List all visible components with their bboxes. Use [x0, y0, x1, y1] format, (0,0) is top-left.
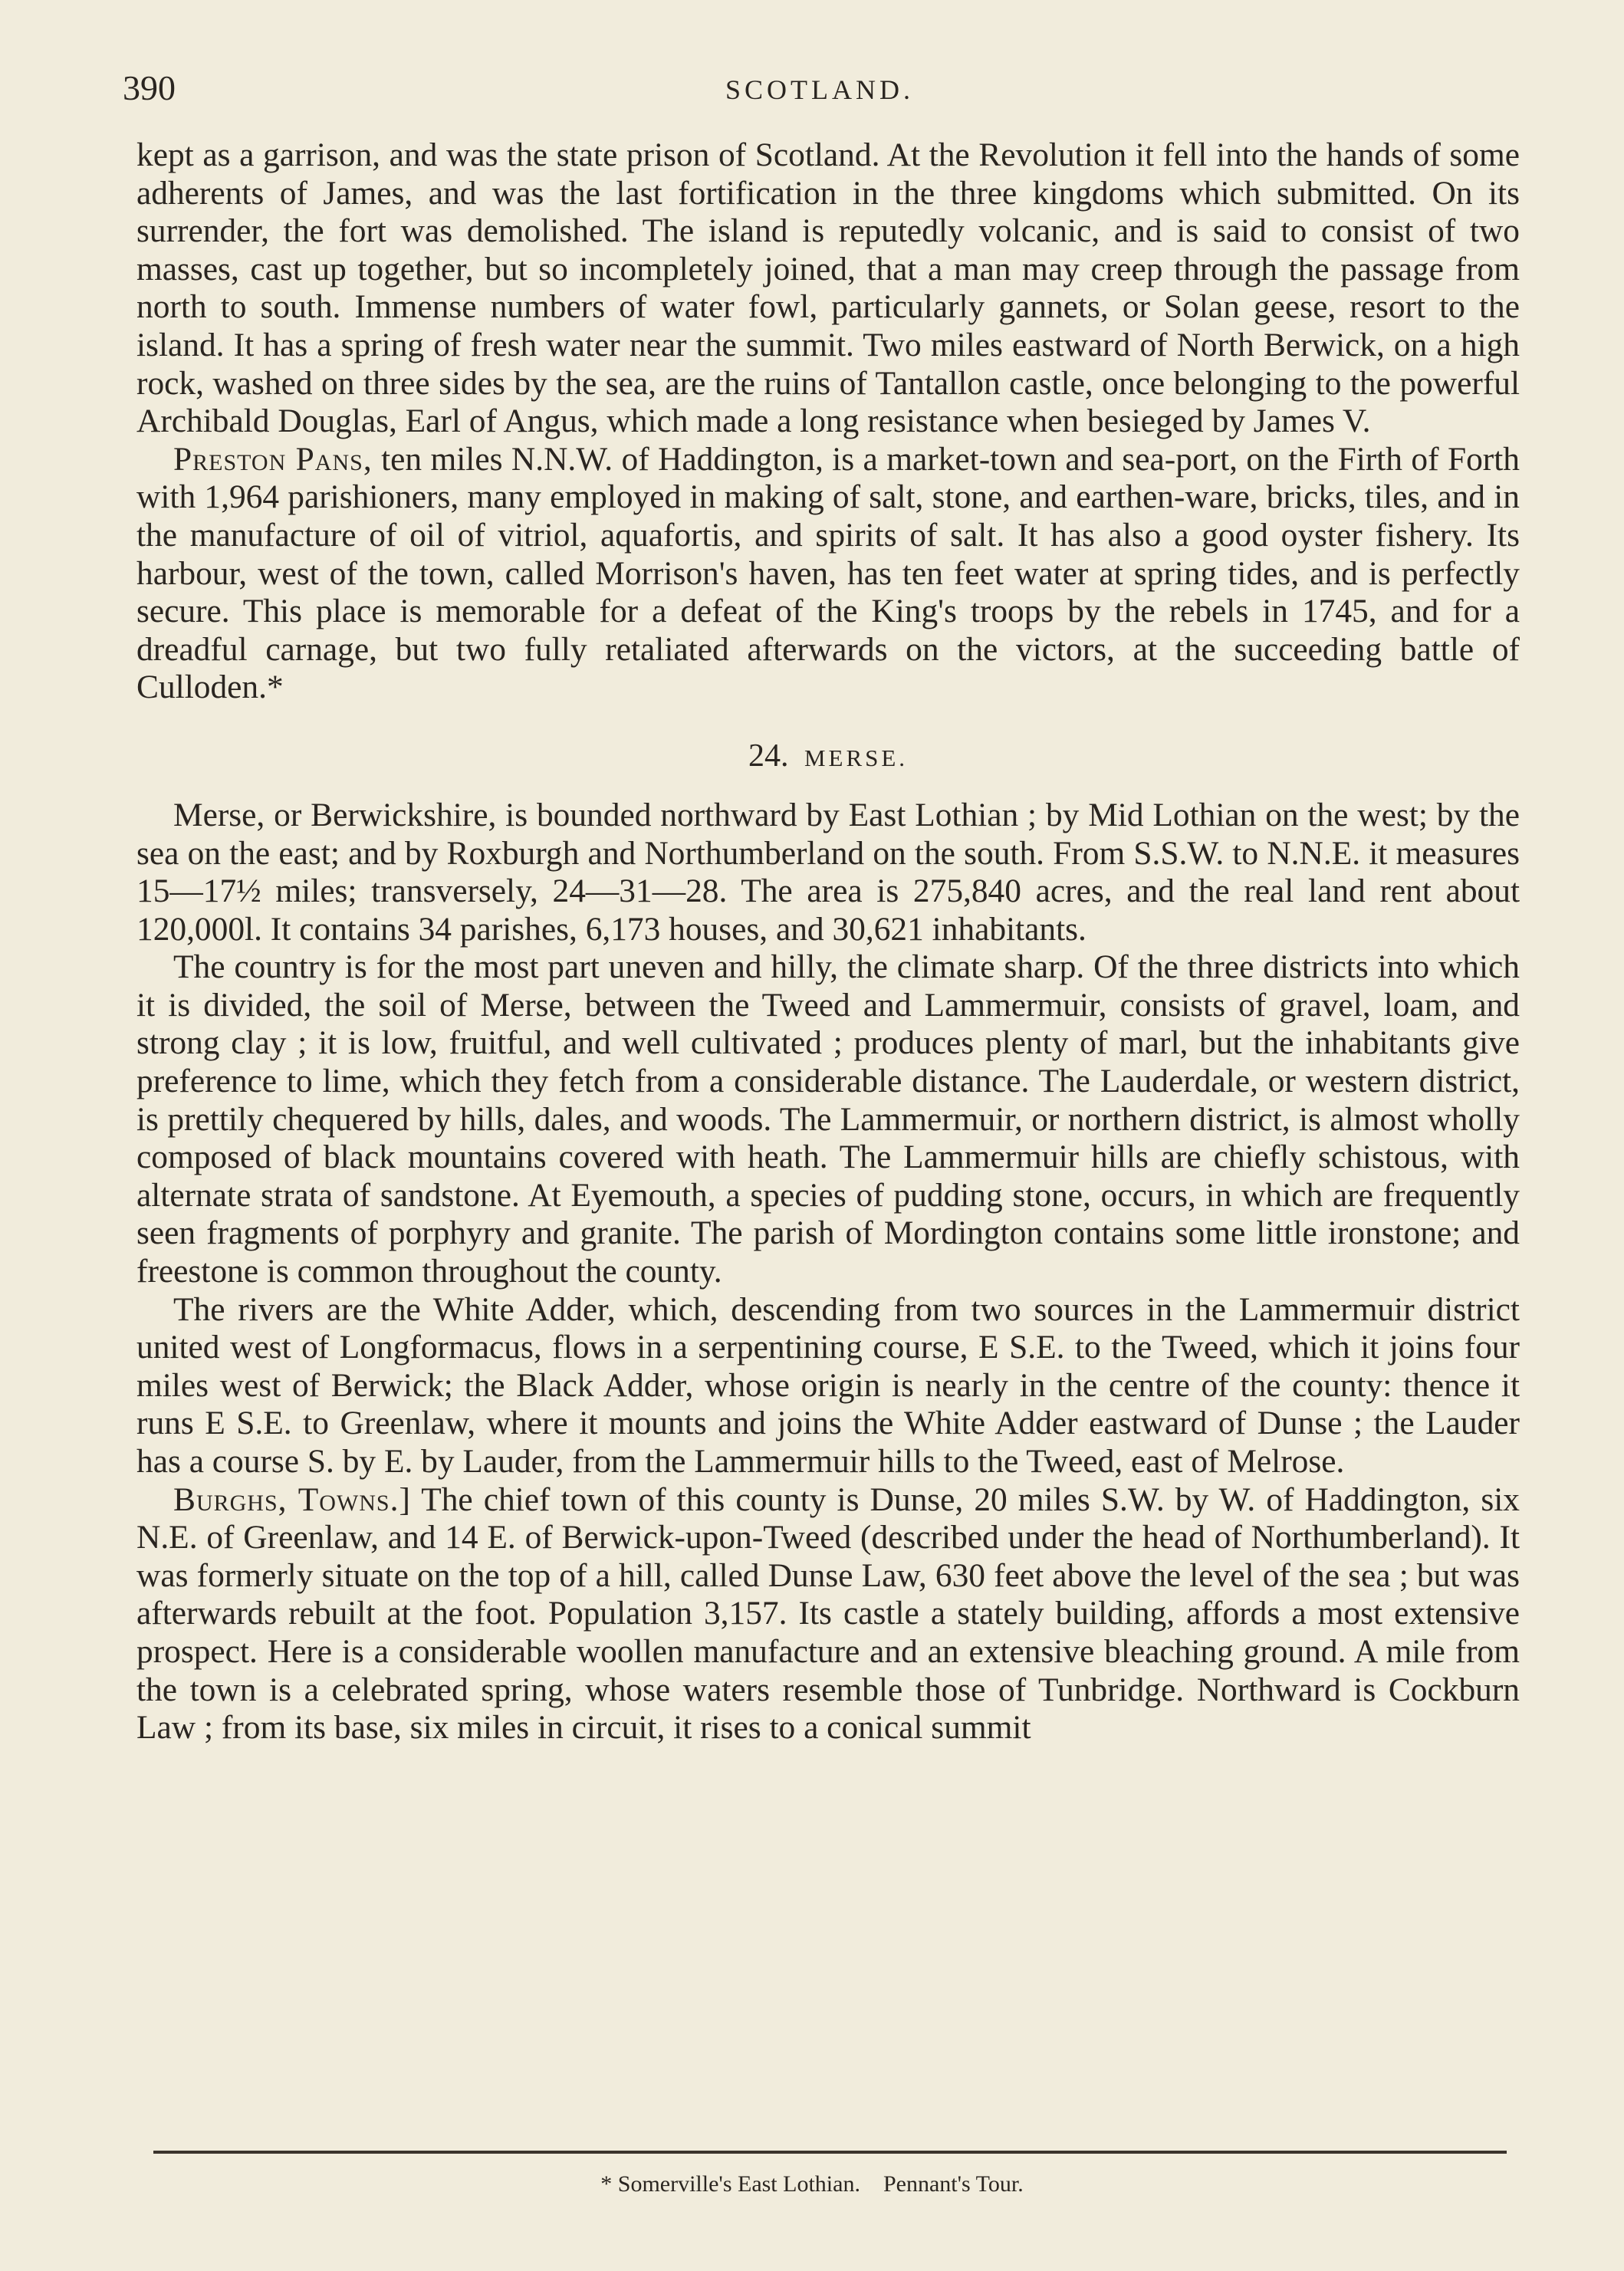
section-number: 24.	[748, 738, 789, 774]
paragraph-burghs-towns	[136, 1481, 1520, 1747]
footnote-rule	[153, 2151, 1507, 2154]
paragraph-preston-pans	[136, 441, 1520, 707]
subheading-burghs-towns: Burghs, Towns.]	[173, 1481, 411, 1518]
paragraph-preston-pans-text: ten miles N.N.W. of Haddington, is a market-town and sea-port, on the Firth of Forth with 1,964 parishioners, many employed in making of salt, stone, and earthen-ware, bricks, tiles, and in the manufacture of oil of vitriol, aquafortis, and spirits of salt. It has also a good oyster fishery. Its harbour, west of the town, called Morrison's haven, has ten feet water at spring tides, and is perfectly secure. This place is memorable for a defeat of the King's troops by the rebels in 1745, and for a dreadful carnage, but two fully retaliated afterwards on the victors, at the succeeding battle of Culloden.*	[136, 440, 1520, 706]
page-header	[0, 67, 1624, 121]
page-number: 390	[123, 68, 176, 107]
paragraph-merse-rivers: The rivers are the White Adder, which, descending from two sources in the Lammermuir district united west of Longformacus, flows in a serpentining course, E S.E. to the Tweed, which it joins four miles west of Berwick; the Black Adder, whose origin is nearly in the centre of the county: thence it runs E S.E. to Greenlaw, where it mounts and joins the White Adder eastward of Dunse ; the Lauder has a course S. by E. by Lauder, from the Lammermuir hills to the Tweed, east of Melrose.	[136, 1290, 1520, 1480]
paragraph-bass-rock: kept as a garrison, and was the state prison of Scotland. At the Revolution it fell into the hands of some adherents of James, and was the last fortification in the three kingdoms which submitted. On its surrender, the fort was demolished. The island is reputedly volcanic, and is said to consist of two masses, cast up together, but so incompletely joined, that a man may creep through the passage from north to south. Immense numbers of water fowl, particularly gannets, or Solan geese, resort to the island. It has a spring of fresh water near the summit. Two miles eastward of North Berwick, on a high rock, washed on three sides by the sea, are the ruins of Tantallon castle, once belonging to the powerful Archibald Douglas, Earl of Angus, which made a long resistance when besieged by James V.	[136, 136, 1520, 440]
footnote	[0, 2171, 1624, 2197]
place-name-preston-pans: Preston Pans,	[173, 440, 373, 478]
footnote-marker: *	[600, 2171, 613, 2197]
paragraph-burghs-towns-text: The chief town of this county is Dunse, 20 miles S.W. by W. of Haddington, six N.E. of Greenlaw, and 14 E. of Berwick-upon-Tweed (described under the head of Northumberland). It was formerly situate on the top of a hill, called Dunse Law, 630 feet above the level of the sea ; but was afterwards rebuilt at the foot. Population 3,157. Its castle a stately building, affords a most extensive prospect. Here is a considerable woollen manufacture and an extensive bleaching ground. A mile from the town is a celebrated spring, whose waters resemble those of Tunbridge. Northward is Cockburn Law ; from its base, six miles in circuit, it rises to a conical summit	[136, 1481, 1520, 1747]
running-title: SCOTLAND.	[725, 74, 915, 105]
paragraph-merse-country: The country is for the most part uneven and hilly, the climate sharp. Of the three districts into which it is divided, the soil of Merse, between the Tweed and Lammermuir, consists of gravel, loam, and strong clay ; it is low, fruitful, and well cultivated ; produces plenty of marl, but the inhabitants give preference to lime, which they fetch from a considerable distance. The Lauderdale, or western district, is prettily chequered by hills, dales, and woods. The Lammermuir, or northern district, is almost wholly composed of black mountains covered with heath. The Lammermuir hills are chiefly schistous, with alternate strata of sandstone. At Eyemouth, a species of pudding stone, occurs, in which are frequently seen fragments of porphyry and granite. The parish of Mordington contains some little ironstone; and freestone is common throughout the county.	[136, 948, 1520, 1290]
section-title: MERSE.	[804, 744, 909, 771]
section-heading	[136, 733, 1520, 781]
footnote-source-pennant: Pennant's Tour.	[883, 2171, 1024, 2197]
paragraph-merse-boundaries: Merse, or Berwickshire, is bounded northward by East Lothian ; by Mid Lothian on the west; by the sea on the east; and by Roxburgh and Northumberland on the south. From S.S.W. to N.N.E. it measures 15—17½ miles; transversely, 24—31—28. The area is 275,840 acres, and the real land rent about 120,000l. It contains 34 parishes, 6,173 houses, and 30,621 inhabitants.	[136, 796, 1520, 948]
footnote-source-somerville: Somerville's East Lothian.	[617, 2171, 860, 2197]
body-text	[136, 136, 1520, 1747]
